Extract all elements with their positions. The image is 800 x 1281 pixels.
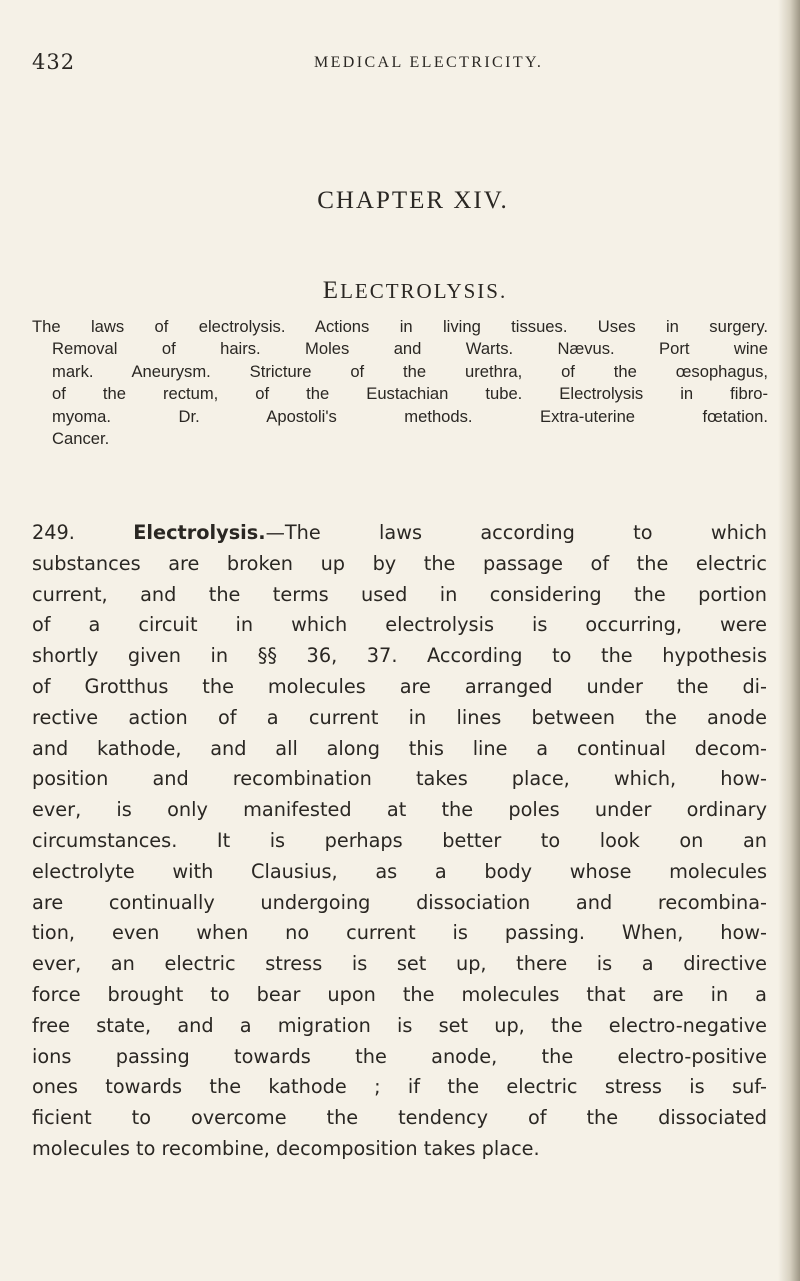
body-line: force brought to bear upon the molecules that are in a [32,982,767,1006]
body-line: position and recombination takes place, which, how- [32,767,767,791]
synopsis-line: of the rectum, of the Eustachian tube. Electrolysis in fibro- [52,384,768,404]
body-line: current, and the terms used in considering the portion [32,582,767,606]
body-line: tion, even when no current is passing. When, how- [32,921,767,945]
page-number: 432 [32,50,76,74]
chapter-synopsis [32,316,768,450]
chapter-subject [0,277,800,305]
body-line: free state, and a migration is set up, the electro-negative [32,1013,767,1037]
chapter-title: CHAPTER XIV. [317,187,509,214]
synopsis-line: Removal of hairs. Moles and Warts. Nævus. Port wine [52,339,768,359]
page-edge-shadow [778,0,800,1281]
synopsis-line: The laws of electrolysis. Actions in living tissues. Uses in surgery. [32,317,768,336]
body-line: substances are broken up by the passage of the electric [32,551,767,575]
chapter-subject-initial: E [322,277,341,304]
section-heading: Electrolysis. [133,521,266,544]
synopsis-line: myoma. Dr. Apostoli's methods. Extra-uterine fœtation. [52,406,768,426]
section-first-line-text: —The laws according to which [265,521,767,544]
body-line: are continually undergoing dissociation and recombina- [32,890,767,914]
chapter-subject-rest: LECTROLYSIS. [340,279,508,303]
body-line: ever, an electric stress is set up, there is a directive [32,952,767,976]
body-line: circumstances. It is perhaps better to look on an [32,828,767,852]
body-line: and kathode, and all along this line a continual decom- [32,736,767,760]
body-line: rective action of a current in lines between the anode [32,705,767,729]
body-line: ones towards the kathode ; if the electric stress is suf- [32,1075,767,1099]
synopsis-line: Cancer. [52,429,110,449]
section-first-line [32,518,767,549]
running-title: MEDICAL ELECTRICITY. [314,54,544,71]
running-head [32,50,772,80]
body-line: of Grotthus the molecules are arranged under the di- [32,674,767,698]
body-line: ions passing towards the anode, the electro-positive [32,1044,767,1068]
section-number: 249. [32,521,75,544]
body-line: molecules to recombine, decomposition takes place. [32,1136,540,1160]
body-line: ficient to overcome the tendency of the dissociated [32,1106,767,1130]
body-line: of a circuit in which electrolysis is occurring, were [32,613,767,637]
synopsis-line: mark. Aneurysm. Stricture of the urethra, of the œsophagus, [52,361,768,381]
body-line: electrolyte with Clausius, as a body whose molecules [32,859,767,883]
body-line: ever, is only manifested at the poles under ordinary [32,798,767,822]
body-line: shortly given in §§ 36, 37. According to the hypothesis [32,644,767,668]
section-body [32,518,767,1165]
